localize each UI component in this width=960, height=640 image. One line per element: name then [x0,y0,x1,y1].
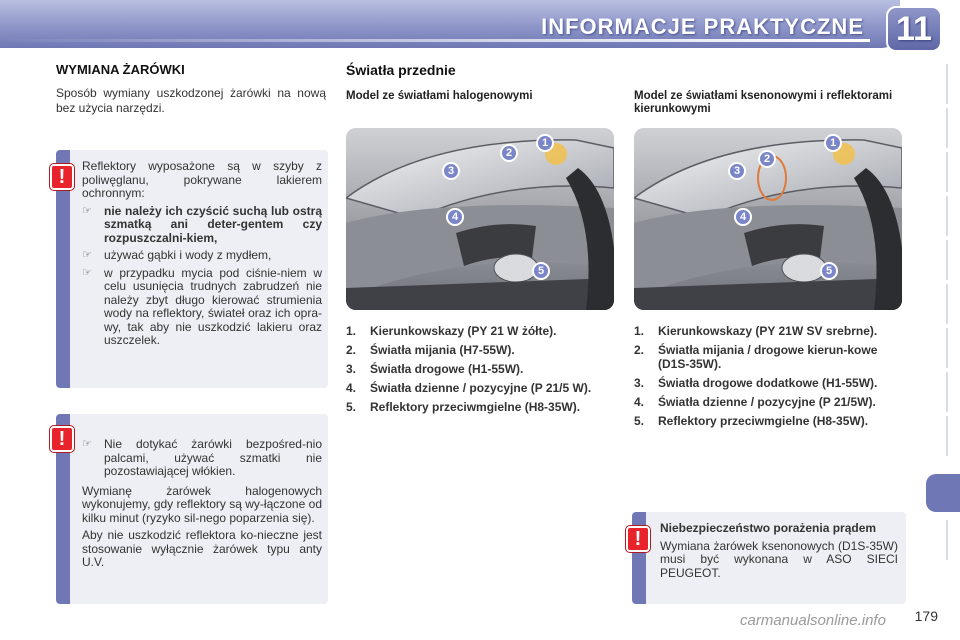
callout-1: 1 [536,134,554,152]
page-header [0,0,960,52]
callout-3: 3 [442,162,460,180]
bullet-icon: ☞ [82,266,92,279]
list-item: 4. Światła dzienne / pozycyjne (P 21/5W). [634,395,876,409]
chapter-tabs [926,64,960,564]
bullet-icon: ☞ [82,204,92,217]
callout-5: 5 [820,262,838,280]
list-item: 4. Światła dzienne / pozycyjne (P 21/5 W). [346,381,592,395]
callout-2: 2 [500,144,518,162]
headlight-photo-xenon [634,128,902,310]
warning-paragraph: Aby nie uszkodzić reflektora ko-nieczne jest stosowanie wyłącznie żarówek typu anty U.V. [82,528,322,569]
electric-shock-title: Niebezpieczeństwo porażenia prądem [660,521,877,535]
chapter-number-badge [886,6,942,52]
list-item: 1. Kierunkowskazy (PY 21W SV srebrne). [634,324,878,338]
chapter-tab[interactable] [934,240,948,280]
electric-shock-text: Wymiana żarówek ksenonowych (D1S-35W) musi być wykonana w ASO SIECI PEUGEOT. [660,538,898,580]
car-front-illustration [346,128,614,310]
section-title: WYMIANA ŻARÓWKI [56,62,185,77]
list-item: 5. Reflektory przeciwmgielne (H8-35W). [346,400,581,414]
intro-text: Sposób wymiany uszkodzonej żarówki na nową bez użycia narzędzi. [56,86,326,115]
callout-3: 3 [728,162,746,180]
warning-lead: Reflektory wyposażone są w szyby z poliwęglanu, pokrywane lakierem ochronnym: [82,159,322,200]
warning-box-polycarbonate [56,150,328,388]
model-title-xenon: Model ze światłami ksenonowymi i reflektorami kierunkowymi [634,90,893,115]
chapter-tab[interactable] [934,416,948,456]
chapter-tab[interactable] [934,328,948,368]
page-number: 179 [914,608,938,624]
warning-icon: ! [626,526,650,552]
chapter-tab[interactable] [934,520,948,560]
headlight-photo-halogen [346,128,614,310]
callout-5: 5 [532,262,550,280]
chapter-tab[interactable] [934,152,948,192]
bulb-list-xenon [634,324,906,433]
chapter-tab-active[interactable] [926,474,960,512]
callout-2: 2 [758,150,776,168]
list-item: 5. Reflektory przeciwmgielne (H8-35W). [634,414,869,428]
chapter-title: INFORMACJE PRAKTYCZNE [541,14,864,39]
warning-icon: ! [50,164,74,190]
list-item: 3. Światła drogowe dodatkowe (H1-55W). [634,376,878,390]
warning-box-bulb-handling [56,414,328,604]
chapter-tab[interactable] [934,196,948,236]
electric-shock-warning-box [632,512,906,604]
warning-bullet: ☞ Nie dotykać żarówki bezpośred-nio palcami, używać szmatki nie pozostawiającej włókien. [82,437,322,478]
chapter-tab[interactable] [934,108,948,148]
callout-4: 4 [734,208,752,226]
warning-icon: ! [50,426,74,452]
list-item: 2. Światła mijania (H7-55W). [346,343,515,357]
front-lights-title: Światła przednie [346,62,456,78]
chapter-tab[interactable] [934,372,948,412]
list-item: 1. Kierunkowskazy (PY 21 W żółte). [346,324,557,338]
warning-bullet: ☞ używać gąbki i wody z mydłem, [82,248,272,262]
chapter-tab[interactable] [934,64,948,104]
chapter-number: 11 [896,9,932,48]
chapter-tab[interactable] [934,284,948,324]
callout-4: 4 [446,208,464,226]
warning-bullet: ☞ w przypadku mycia pod ciśnie-niem w celu usunięcia trudnych zabrudzeń nie należy zbyt długo kierować strumienia wody na reflektory, świateł oraz ich opra-wy, tak aby nie uszkodzić lakieru oraz uszczelek. [82,265,322,347]
list-item: 2. Światła mijania / drogowe kierun-kowe (D1S-35W). [634,343,878,371]
bullet-icon: ☞ [82,249,92,261]
callout-1: 1 [824,134,842,152]
warning-bullet: ☞ nie należy ich czyścić suchą lub ostrą szmatką ani deter-gentem czy rozpuszczalni-kiem, [82,203,322,245]
warning-paragraph: Wymianę żarówek halogenowych wykonujemy, gdy reflektory są wy-łączone od kilku minut (ryzyko sil-nego poparzenia się). [82,483,322,525]
model-title-halogen: Model ze światłami halogenowymi [346,90,533,102]
bulb-list-halogen [346,324,616,419]
watermark: carmanualsonline.info [740,612,886,629]
list-item: 3. Światła drogowe (H1-55W). [346,362,524,376]
bullet-icon: ☞ [82,438,92,450]
